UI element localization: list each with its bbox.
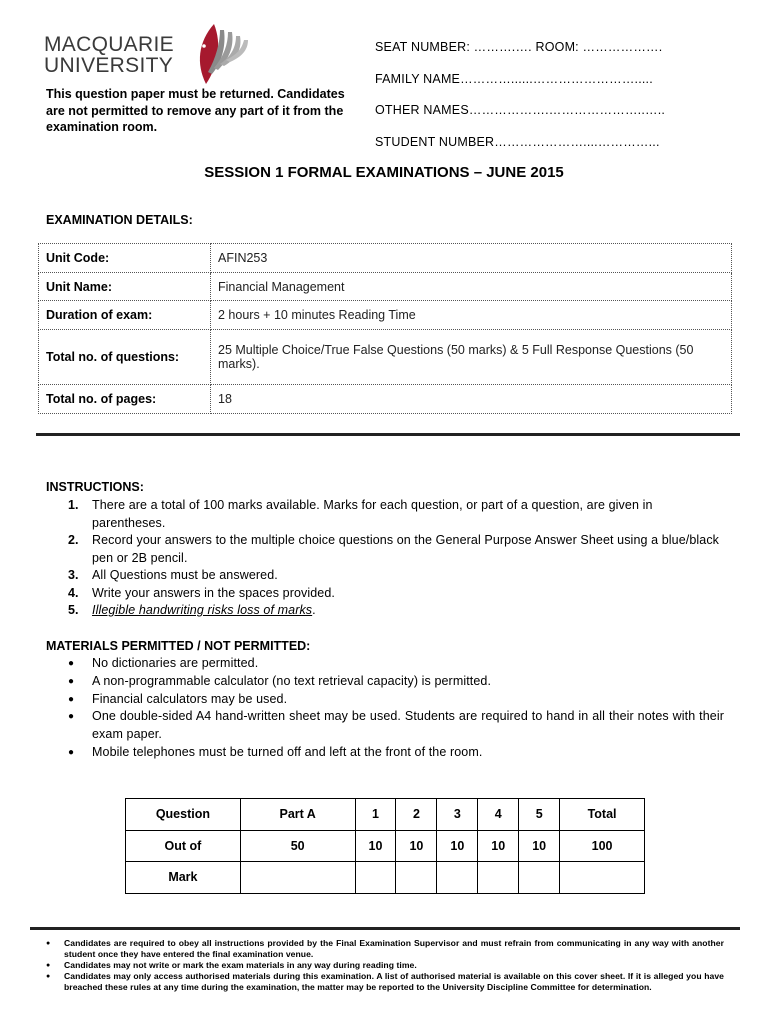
details-value: 25 Multiple Choice/True False Questions (50 marks) & 5 Full Response Questions (50 marks).: [211, 330, 732, 385]
list-item: ● No dictionaries are permitted.: [46, 655, 724, 673]
bullet-icon: ●: [68, 746, 75, 758]
table-cell: 10: [437, 830, 478, 862]
table-cell: 10: [396, 830, 437, 862]
list-item: 3. All Questions must be answered.: [68, 568, 278, 582]
session-title: SESSION 1 FORMAL EXAMINATIONS – JUNE 2015: [204, 164, 564, 181]
candidate-fields: [375, 38, 665, 164]
list-item: ● A non-programmable calculator (no text retrieval capacity) is permitted.: [46, 673, 724, 691]
logo-line2: UNIVERSITY: [44, 54, 174, 77]
mark-cell[interactable]: [437, 862, 478, 894]
table-cell: 5: [519, 799, 560, 831]
marks-table: [125, 798, 645, 894]
mark-cell[interactable]: [519, 862, 560, 894]
logo-line1: MACQUARIE: [44, 33, 174, 56]
details-row: [39, 385, 732, 414]
details-label: Total no. of questions:: [39, 330, 211, 385]
table-cell: 4: [478, 799, 519, 831]
return-notice: This question paper must be returned. Candidates are not permitted to remove any part of it from the examination room.: [46, 87, 345, 134]
table-cell: 100: [560, 830, 645, 862]
exam-details-heading: EXAMINATION DETAILS:: [46, 213, 193, 227]
list-item: ● Mobile telephones must be turned off and left at the front of the room.: [46, 744, 724, 762]
details-value: Financial Management: [211, 273, 732, 301]
mark-cell[interactable]: [478, 862, 519, 894]
footer-divider: [30, 927, 740, 930]
table-cell: Question: [126, 799, 241, 831]
bullet-icon: ●: [68, 675, 75, 687]
list-item: ● Candidates are required to obey all instructions provided by the Final Examination Supervisor and must refrain from communicating in any way with another student once they have entered the final examination venue.: [46, 938, 724, 959]
list-item: 2. Record your answers to the multiple choice questions on the General Purpose Answer Sheet using a blue/black pen or 2B pencil.: [68, 533, 720, 565]
table-cell: 2: [396, 799, 437, 831]
details-row: [39, 244, 732, 273]
mark-cell[interactable]: [560, 862, 645, 894]
details-row: [39, 273, 732, 301]
mark-cell[interactable]: [396, 862, 437, 894]
section-divider: [36, 433, 740, 436]
table-row: [126, 799, 645, 831]
list-item: ● One double-sided A4 hand-written sheet may be used. Students are required to hand in all their notes with their exam paper.: [68, 709, 724, 742]
bullet-icon: ●: [68, 693, 75, 705]
list-item: ● Candidates may not write or mark the exam materials in any way during reading time.: [46, 960, 417, 970]
bullet-icon: ●: [46, 940, 51, 947]
seat-room-field[interactable]: SEAT NUMBER: ……….…. ROOM: ……………….: [375, 40, 663, 54]
materials-list: [46, 655, 724, 762]
details-label: Total no. of pages:: [39, 385, 211, 414]
details-row: [39, 301, 732, 330]
logo-emblem-icon: [184, 22, 250, 86]
other-names-field[interactable]: OTHER NAMES……………….…………………..…..: [375, 103, 666, 117]
bullet-icon: ●: [68, 658, 75, 669]
bullet-icon: ●: [46, 962, 51, 969]
table-cell: 10: [355, 830, 396, 862]
table-cell: 10: [478, 830, 519, 862]
table-row: [126, 862, 645, 894]
exam-details-table: [38, 243, 732, 414]
table-cell: Total: [560, 799, 645, 831]
table-cell: Mark: [126, 862, 241, 894]
instructions-list: [46, 497, 724, 620]
table-cell: Part A: [240, 799, 355, 831]
student-number-field[interactable]: STUDENT NUMBER…………………....…………...: [375, 134, 660, 149]
list-item: 5. Illegible handwriting risks loss of marks.: [68, 603, 316, 617]
bullet-icon: ●: [68, 711, 75, 723]
footer-rules: [46, 938, 724, 993]
materials-heading: MATERIALS PERMITTED / NOT PERMITTED:: [46, 639, 311, 653]
details-value: 18: [211, 385, 732, 414]
instructions-heading: INSTRUCTIONS:: [46, 480, 144, 494]
table-cell: Out of: [126, 830, 241, 862]
table-row: [126, 830, 645, 862]
list-item: ● Financial calculators may be used.: [46, 691, 724, 709]
family-name-field[interactable]: FAMILY NAME…………......…………………….....: [375, 71, 653, 86]
list-item: 1. There are a total of 100 marks available. Marks for each question, or part of a question, are given in parentheses.: [68, 498, 653, 530]
mark-cell[interactable]: [355, 862, 396, 894]
list-item: 4. Write your answers in the spaces provided.: [68, 585, 335, 600]
details-value: 2 hours + 10 minutes Reading Time: [211, 301, 732, 330]
table-cell: 1: [355, 799, 396, 831]
university-logo: [44, 22, 254, 92]
details-value: AFIN253: [211, 244, 732, 273]
table-cell: 3: [437, 799, 478, 831]
details-label: Unit Name:: [39, 273, 211, 301]
details-label: Duration of exam:: [39, 301, 211, 330]
table-cell: 10: [519, 830, 560, 862]
details-label: Unit Code:: [39, 244, 211, 273]
mark-cell[interactable]: [240, 862, 355, 894]
details-row: [39, 330, 732, 385]
bullet-icon: ●: [46, 973, 51, 980]
table-cell: 50: [240, 830, 355, 862]
list-item: ● Candidates may only access authorised materials during this examination. A list of authorised material is available on this cover sheet. If it is alleged you have breached these rules at any time during the examination, the matter may be reported to the University Discipline Committee for determination.: [46, 971, 724, 992]
